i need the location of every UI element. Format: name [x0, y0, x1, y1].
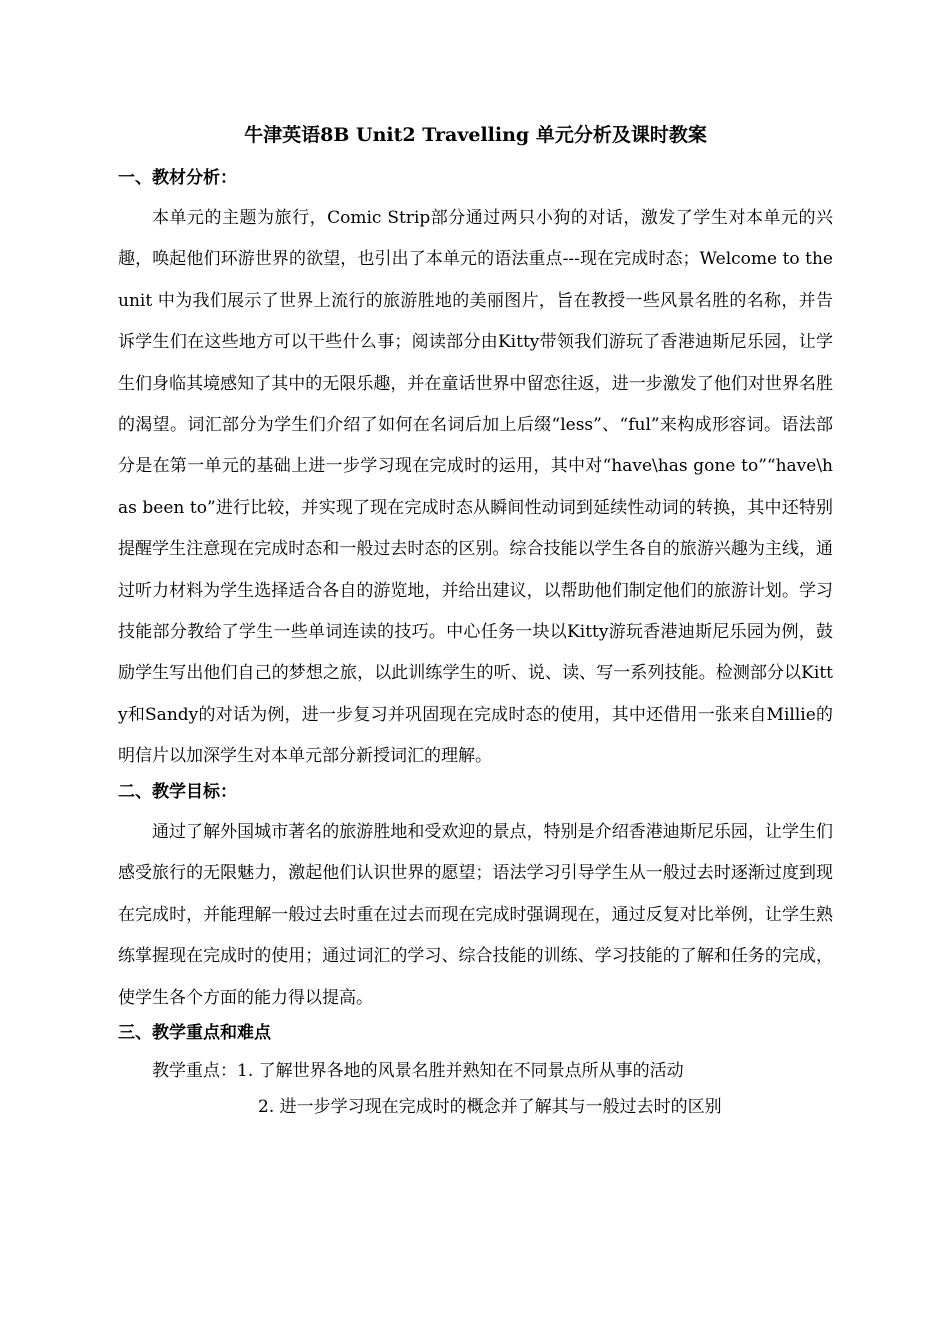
section-paragraph-objectives: 通过了解外国城市著名的旅游胜地和受欢迎的景点，特别是介绍香港迪斯尼乐园，让学生们感受旅行的无限魅力，激起他们认识世界的愿望；语法学习引导学生从一般过去时逐渐过度到现在完成时，并能理解一般过去时重在过去而现在完成时强调现在，通过反复对比举例，让学生熟练掌握现在完成时的使用；通过词汇的学习、综合技能的训练、学习技能的了解和任务的完成，使学生各个方面的能力得以提高。 — [118, 821, 833, 1008]
key-point-item — [118, 1053, 833, 1089]
document-page — [118, 118, 833, 1125]
section-heading-materials: 一、教材分析： — [118, 168, 237, 188]
key-point-item — [118, 1089, 833, 1125]
section-paragraph-materials: 本单元的主题为旅行，Comic Strip部分通过两只小狗的对话，激发了学生对本单元的兴趣，唤起他们环游世界的欲望，也引出了本单元的语法重点---现在完成时态；Welcome to the unit 中为我们展示了世界上流行的旅游胜地的美丽图片，旨在教授一些风景名胜的名称，并告诉学生们在这些地方可以干些什么事；阅读部分由Kitty带领我们游玩了香港迪斯尼乐园，让学生们身临其境感知了其中的无限乐趣，并在童话世界中留恋往返，进一步激发了他们对世界名胜的渴望。词汇部分为学生们介绍了如何在名词后加上后缀“less”、“ful”来构成形容词。语法部分是在第一单元的基础上进一步学习现在完成时的运用，其中对“have\has gone to”“have\has been to”进行比较，并实现了现在完成时态从瞬间性动词到延续性动词的转换，其中还特别提醒学生注意现在完成时态和一般过去时态的区别。综合技能以学生各自的旅游兴趣为主线，通过听力材料为学生选择适合各自的游览地，并给出建议，以帮助他们制定他们的旅游计划。学习技能部分教给了学生一些单词连读的技巧。中心任务一块以Kitty游玩香港迪斯尼乐园为例，鼓励学生写出他们自己的梦想之旅，以此训练学生的听、说、读、写一系列技能。检测部分以Kitty和Sandy的对话为例，进一步复习并巩固现在完成时态的使用，其中还借用一张来自Millie的明信片以加深学生对本单元部分新授词汇的理解。 — [118, 208, 833, 767]
focus-label: 教学重点： — [152, 1061, 237, 1082]
key-point-text: 1. 了解世界各地的风景名胜并熟知在不同景点所从事的活动 — [237, 1061, 684, 1082]
section-heading-key-points: 三、教学重点和难点 — [118, 1023, 271, 1044]
document-title: 牛津英语8B Unit2 Travelling 单元分析及课时教案 — [244, 124, 707, 146]
key-point-text: 2. 进一步学习现在完成时的概念并了解其与一般过去时的区别 — [258, 1097, 722, 1118]
section-heading-objectives: 二、教学目标： — [118, 781, 237, 802]
